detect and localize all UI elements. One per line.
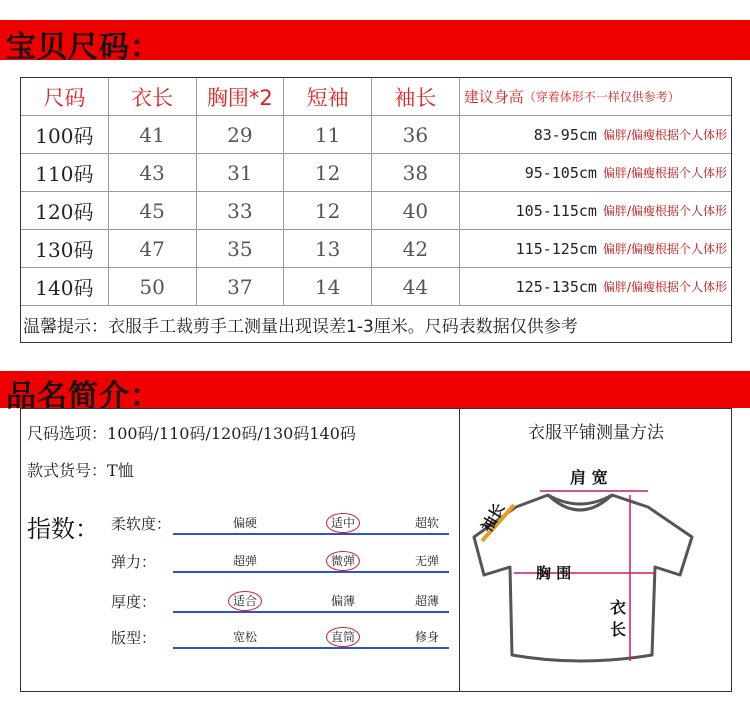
- index-label: 柔软度：: [111, 515, 172, 533]
- index-line: [173, 647, 449, 649]
- index-title: 指数：: [27, 515, 99, 543]
- col-header-size: 尺码: [21, 78, 109, 115]
- cell-size: 140码: [21, 268, 109, 305]
- index-line: [173, 571, 449, 573]
- style-number: [27, 458, 134, 481]
- measure-method-title: 衣服平铺测量方法: [528, 423, 664, 443]
- index-option: 修身: [414, 630, 439, 644]
- index-label: 厚度：: [111, 593, 157, 611]
- height-note: 偏胖/偏瘦根据个人体形: [602, 166, 727, 180]
- tshirt-measure-diagram: [470, 455, 710, 680]
- style-number-label: 款式货号：: [27, 461, 108, 480]
- cell-chest: 29: [197, 116, 285, 153]
- style-number-value: T恤: [107, 461, 134, 480]
- height-range: 105-115cm: [515, 201, 597, 220]
- cell-sleeve: 36: [372, 116, 460, 153]
- index-option: 宽松: [232, 630, 257, 644]
- cell-size: 130码: [21, 230, 109, 267]
- cell-length: 50: [109, 268, 197, 305]
- panel-divider: [459, 409, 460, 691]
- size-banner: [0, 20, 750, 65]
- col-header-length: 衣长: [109, 78, 197, 115]
- cell-short-sleeve: 12: [284, 154, 372, 191]
- product-banner: [0, 371, 750, 414]
- height-note: 偏胖/偏瘦根据个人体形: [602, 242, 727, 256]
- height-header-note: （穿着体形不一样仅供参考）: [523, 90, 680, 104]
- table-row: [21, 230, 731, 268]
- index-line: [173, 533, 449, 535]
- col-header-chest: 胸围*2: [197, 78, 285, 115]
- length-label-2: 长: [610, 620, 627, 639]
- cell-sleeve: 44: [372, 268, 460, 305]
- size-options-label: 尺码选项：: [27, 424, 108, 443]
- table-row: [21, 268, 731, 306]
- cell-height: [460, 154, 731, 191]
- cell-size: 100码: [21, 116, 109, 153]
- height-note: 偏胖/偏瘦根据个人体形: [602, 128, 727, 142]
- height-range: 125-135cm: [515, 277, 597, 296]
- index-option-selected: 直筒: [313, 628, 373, 645]
- height-range: 115-125cm: [515, 239, 597, 258]
- index-option: 超薄: [414, 594, 439, 608]
- index-label: 版型：: [111, 629, 157, 647]
- index-option: 偏硬: [232, 516, 257, 530]
- table-row: [21, 192, 731, 230]
- cell-height: [460, 192, 731, 229]
- cell-size: 110码: [21, 154, 109, 191]
- length-label-1: 衣: [610, 598, 627, 617]
- cell-height: [460, 268, 731, 305]
- cell-size: 120码: [21, 192, 109, 229]
- shoulder-label: 肩 宽: [570, 468, 608, 487]
- cell-height: [460, 116, 731, 153]
- index-option: 无弹: [414, 554, 439, 568]
- cell-short-sleeve: 11: [284, 116, 372, 153]
- cell-length: 43: [109, 154, 197, 191]
- size-tip: 温馨提示：衣服手工裁剪手工测量出现误差1-3厘米。尺码表数据仅供参考: [23, 316, 578, 337]
- cell-length: 47: [109, 230, 197, 267]
- cell-short-sleeve: 13: [284, 230, 372, 267]
- index-option: 偏薄: [330, 594, 355, 608]
- size-options-value: 100码/110码/120码/130码140码: [107, 424, 356, 443]
- height-range: 83-95cm: [533, 125, 597, 144]
- cell-sleeve: 40: [372, 192, 460, 229]
- size-banner-title: 宝贝尺码：: [6, 30, 161, 65]
- table-header-row: [21, 78, 731, 116]
- cell-chest: 31: [197, 154, 285, 191]
- index-option-selected: 适合: [215, 592, 275, 609]
- cell-short-sleeve: 14: [284, 268, 372, 305]
- index-option: 超软: [414, 516, 439, 530]
- cell-length: 41: [109, 116, 197, 153]
- size-options: [27, 421, 356, 444]
- height-header-label: 建议身高: [463, 88, 524, 106]
- cell-chest: 37: [197, 268, 285, 305]
- index-fit: [111, 625, 451, 655]
- sleeve-label: 袖长: [477, 500, 509, 536]
- cell-chest: 35: [197, 230, 285, 267]
- index-line: [173, 611, 449, 613]
- table-row: [21, 154, 731, 192]
- cell-chest: 33: [197, 192, 285, 229]
- col-header-sleeve: 袖长: [372, 78, 460, 115]
- index-option: 超弹: [232, 554, 257, 568]
- cell-short-sleeve: 12: [284, 192, 372, 229]
- index-thickness: [111, 589, 451, 619]
- index-softness: [111, 511, 451, 541]
- cell-length: 45: [109, 192, 197, 229]
- index-elasticity: [111, 549, 451, 579]
- chest-label: 胸 围: [536, 564, 572, 582]
- height-note: 偏胖/偏瘦根据个人体形: [602, 280, 727, 294]
- col-header-height: [460, 78, 731, 115]
- index-label: 弹力：: [111, 553, 157, 571]
- cell-sleeve: 42: [372, 230, 460, 267]
- cell-height: [460, 230, 731, 267]
- tshirt-outline: [474, 495, 692, 661]
- size-table: [20, 77, 732, 343]
- height-range: 95-105cm: [524, 163, 597, 182]
- product-banner-title: 品名简介：: [6, 379, 161, 414]
- cell-sleeve: 38: [372, 154, 460, 191]
- col-header-short-sleeve: 短袖: [284, 78, 372, 115]
- table-row: [21, 116, 731, 154]
- index-option-selected: 微弹: [313, 552, 373, 569]
- index-option-selected: 适中: [313, 514, 373, 531]
- height-note: 偏胖/偏瘦根据个人体形: [602, 204, 727, 218]
